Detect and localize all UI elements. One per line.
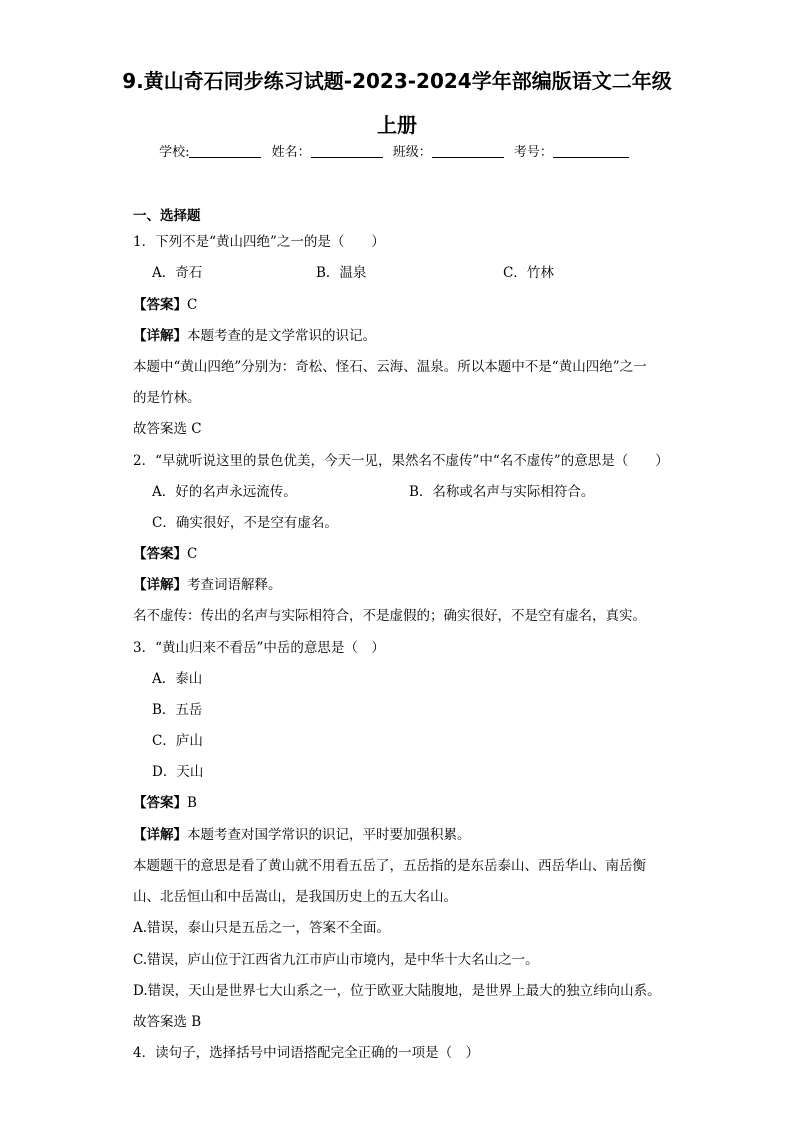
q3-detail xyxy=(133,825,471,845)
q1-final: 故答案选 C xyxy=(133,421,202,437)
q3-final: 故答案选 B xyxy=(133,1014,202,1030)
detail-label: 【详解】 xyxy=(133,827,187,843)
q1-option-c: C．竹林 xyxy=(503,265,554,281)
q2-option-a: A．好的名声永远流传。 xyxy=(152,484,297,500)
detail-text: 本题考查对国学常识的识记，平时要加强积累。 xyxy=(187,827,471,843)
q1-answer xyxy=(133,295,197,315)
answer-value: C xyxy=(187,546,198,562)
q3-explain-3: A.错误，泰山只是五岳之一，答案不全面。 xyxy=(133,920,391,936)
q3-option-c: C．庐山 xyxy=(152,733,203,749)
q2-explain-1: 名不虚传：传出的名声与实际相符合，不是虚假的；确实很好，不是空有虚名，真实。 xyxy=(133,608,646,624)
student-info-row xyxy=(0,143,794,163)
name-label: 姓名： xyxy=(271,145,311,160)
name-blank[interactable] xyxy=(311,143,383,158)
answer-value: B xyxy=(187,795,197,811)
detail-text: 考查词语解释。 xyxy=(187,577,282,593)
q3-option-d: D．天山 xyxy=(152,764,204,780)
q1-stem: 1．下列不是“黄山四绝”之一的是（ ） xyxy=(133,234,385,250)
page-title-line2: 上册 xyxy=(377,113,417,137)
q2-stem: 2．“早就听说这里的景色优美，今天一见，果然名不虚传”中“名不虚传”的意思是（ ） xyxy=(133,453,669,469)
answer-label: 【答案】 xyxy=(133,297,187,313)
q3-explain-4: C.错误，庐山位于江西省九江市庐山市境内，是中华十大名山之一。 xyxy=(133,952,539,968)
q2-detail xyxy=(133,575,282,595)
q3-option-a: A．泰山 xyxy=(152,671,203,687)
exam-number-blank[interactable] xyxy=(553,143,629,158)
detail-text: 本题考查的是文学常识的识记。 xyxy=(187,328,376,344)
q3-answer xyxy=(133,793,197,813)
q4-stem: 4．读句子，选择括号中词语搭配完全正确的一项是（ ） xyxy=(133,1045,480,1061)
q3-explain-2: 山、北岳恒山和中岳嵩山，是我国历史上的五大名山。 xyxy=(133,889,457,905)
q3-stem: 3．“黄山归来不看岳”中岳的意思是（ ） xyxy=(133,640,385,656)
q1-detail xyxy=(133,326,376,346)
q3-explain-5: D.错误，天山是世界七大山系之一，位于欧亚大陆腹地，是世界上最大的独立纬向山系。 xyxy=(133,983,661,999)
q3-explain-1: 本题题干的意思是看了黄山就不用看五岳了，五岳指的是东岳泰山、西岳华山、南岳衡 xyxy=(133,858,646,874)
q3-option-b: B．五岳 xyxy=(152,702,203,718)
q1-option-b: B．温泉 xyxy=(316,265,367,281)
school-label: 学校: xyxy=(159,145,190,160)
answer-label: 【答案】 xyxy=(133,795,187,811)
section-heading: 一、选择题 xyxy=(133,208,201,224)
q1-explain-1: 本题中“黄山四绝”分别为：奇松、怪石、云海、温泉。所以本题中不是“黄山四绝”之一 xyxy=(133,359,647,375)
class-label: 班级： xyxy=(392,145,432,160)
answer-label: 【答案】 xyxy=(133,546,187,562)
q1-option-a: A．奇石 xyxy=(152,265,203,281)
q1-explain-2: 的是竹林。 xyxy=(133,390,201,406)
q2-option-c: C．确实很好，不是空有虚名。 xyxy=(152,515,338,531)
detail-label: 【详解】 xyxy=(133,577,187,593)
class-blank[interactable] xyxy=(432,143,504,158)
q2-option-b: B．名称或名声与实际相符合。 xyxy=(409,484,595,500)
exam-number-label: 考号： xyxy=(513,145,553,160)
q2-answer xyxy=(133,544,197,564)
detail-label: 【详解】 xyxy=(133,328,187,344)
school-blank[interactable] xyxy=(189,143,261,158)
answer-value: C xyxy=(187,297,198,313)
page-title-line1: 9.黄山奇石同步练习试题-2023-2024学年部编版语文二年级 xyxy=(122,69,672,93)
